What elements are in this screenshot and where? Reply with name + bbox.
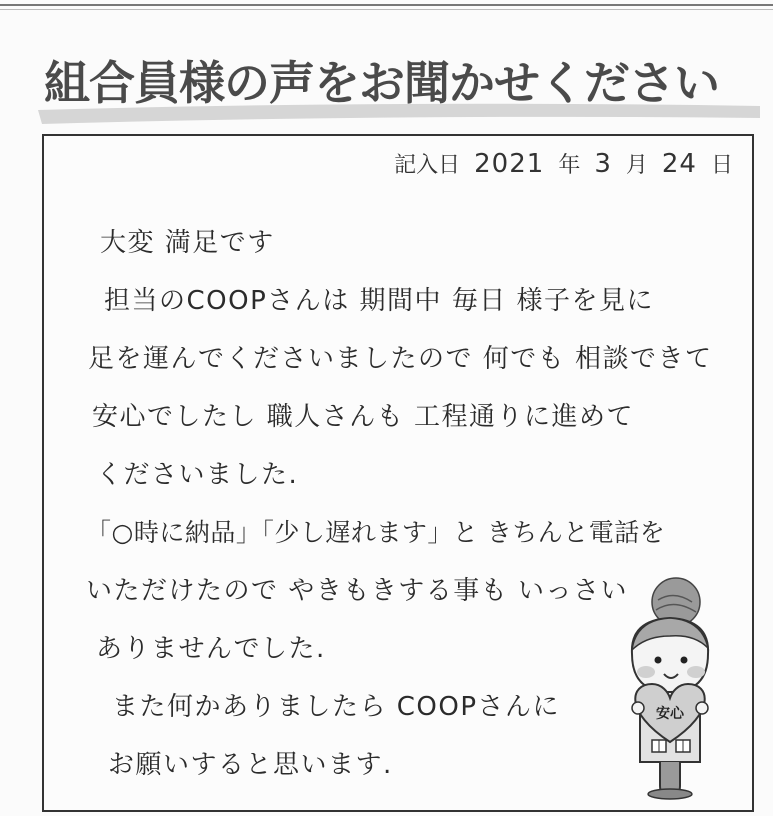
comment-line: 担当のCOOPさんは 期間中 毎日 様子を見に: [104, 286, 655, 316]
date-day: 24: [661, 149, 697, 179]
comment-line: いただけたので やきもきする事も いっさい: [86, 576, 629, 606]
comment-line: 「○時に納品」「少し遅れます」と きちんと電話を: [86, 518, 666, 547]
page-header: [30, 48, 765, 118]
comment-line: くださいました.: [96, 460, 299, 490]
page-title: 組合員様の声をお聞かせください: [44, 56, 719, 110]
date-label: 記入日: [394, 153, 461, 178]
date-year: 2021: [474, 149, 545, 179]
date-month: 3: [594, 149, 612, 179]
comment-line: ありませんでした.: [96, 634, 326, 664]
comment-line: また何かありましたら COOPさんに: [112, 692, 561, 722]
date-month-unit: 月: [625, 153, 648, 178]
comment-line: 安心でしたし 職人さんも 工程通りに進めて: [92, 402, 635, 432]
comment-line: 大変 満足です: [100, 228, 275, 258]
date-year-unit: 年: [558, 153, 581, 178]
entry-date: [394, 148, 733, 184]
mascot-heart-text: 安心: [656, 706, 684, 722]
top-rule-thin: [0, 9, 773, 10]
mascot-illustration: [604, 572, 736, 802]
date-day-unit: 日: [710, 153, 733, 178]
comment-line: お願いすると思います.: [108, 750, 393, 780]
comment-line: 足を運んでくださいましたので 何でも 相談できて: [88, 344, 713, 374]
top-rule: [0, 4, 773, 6]
